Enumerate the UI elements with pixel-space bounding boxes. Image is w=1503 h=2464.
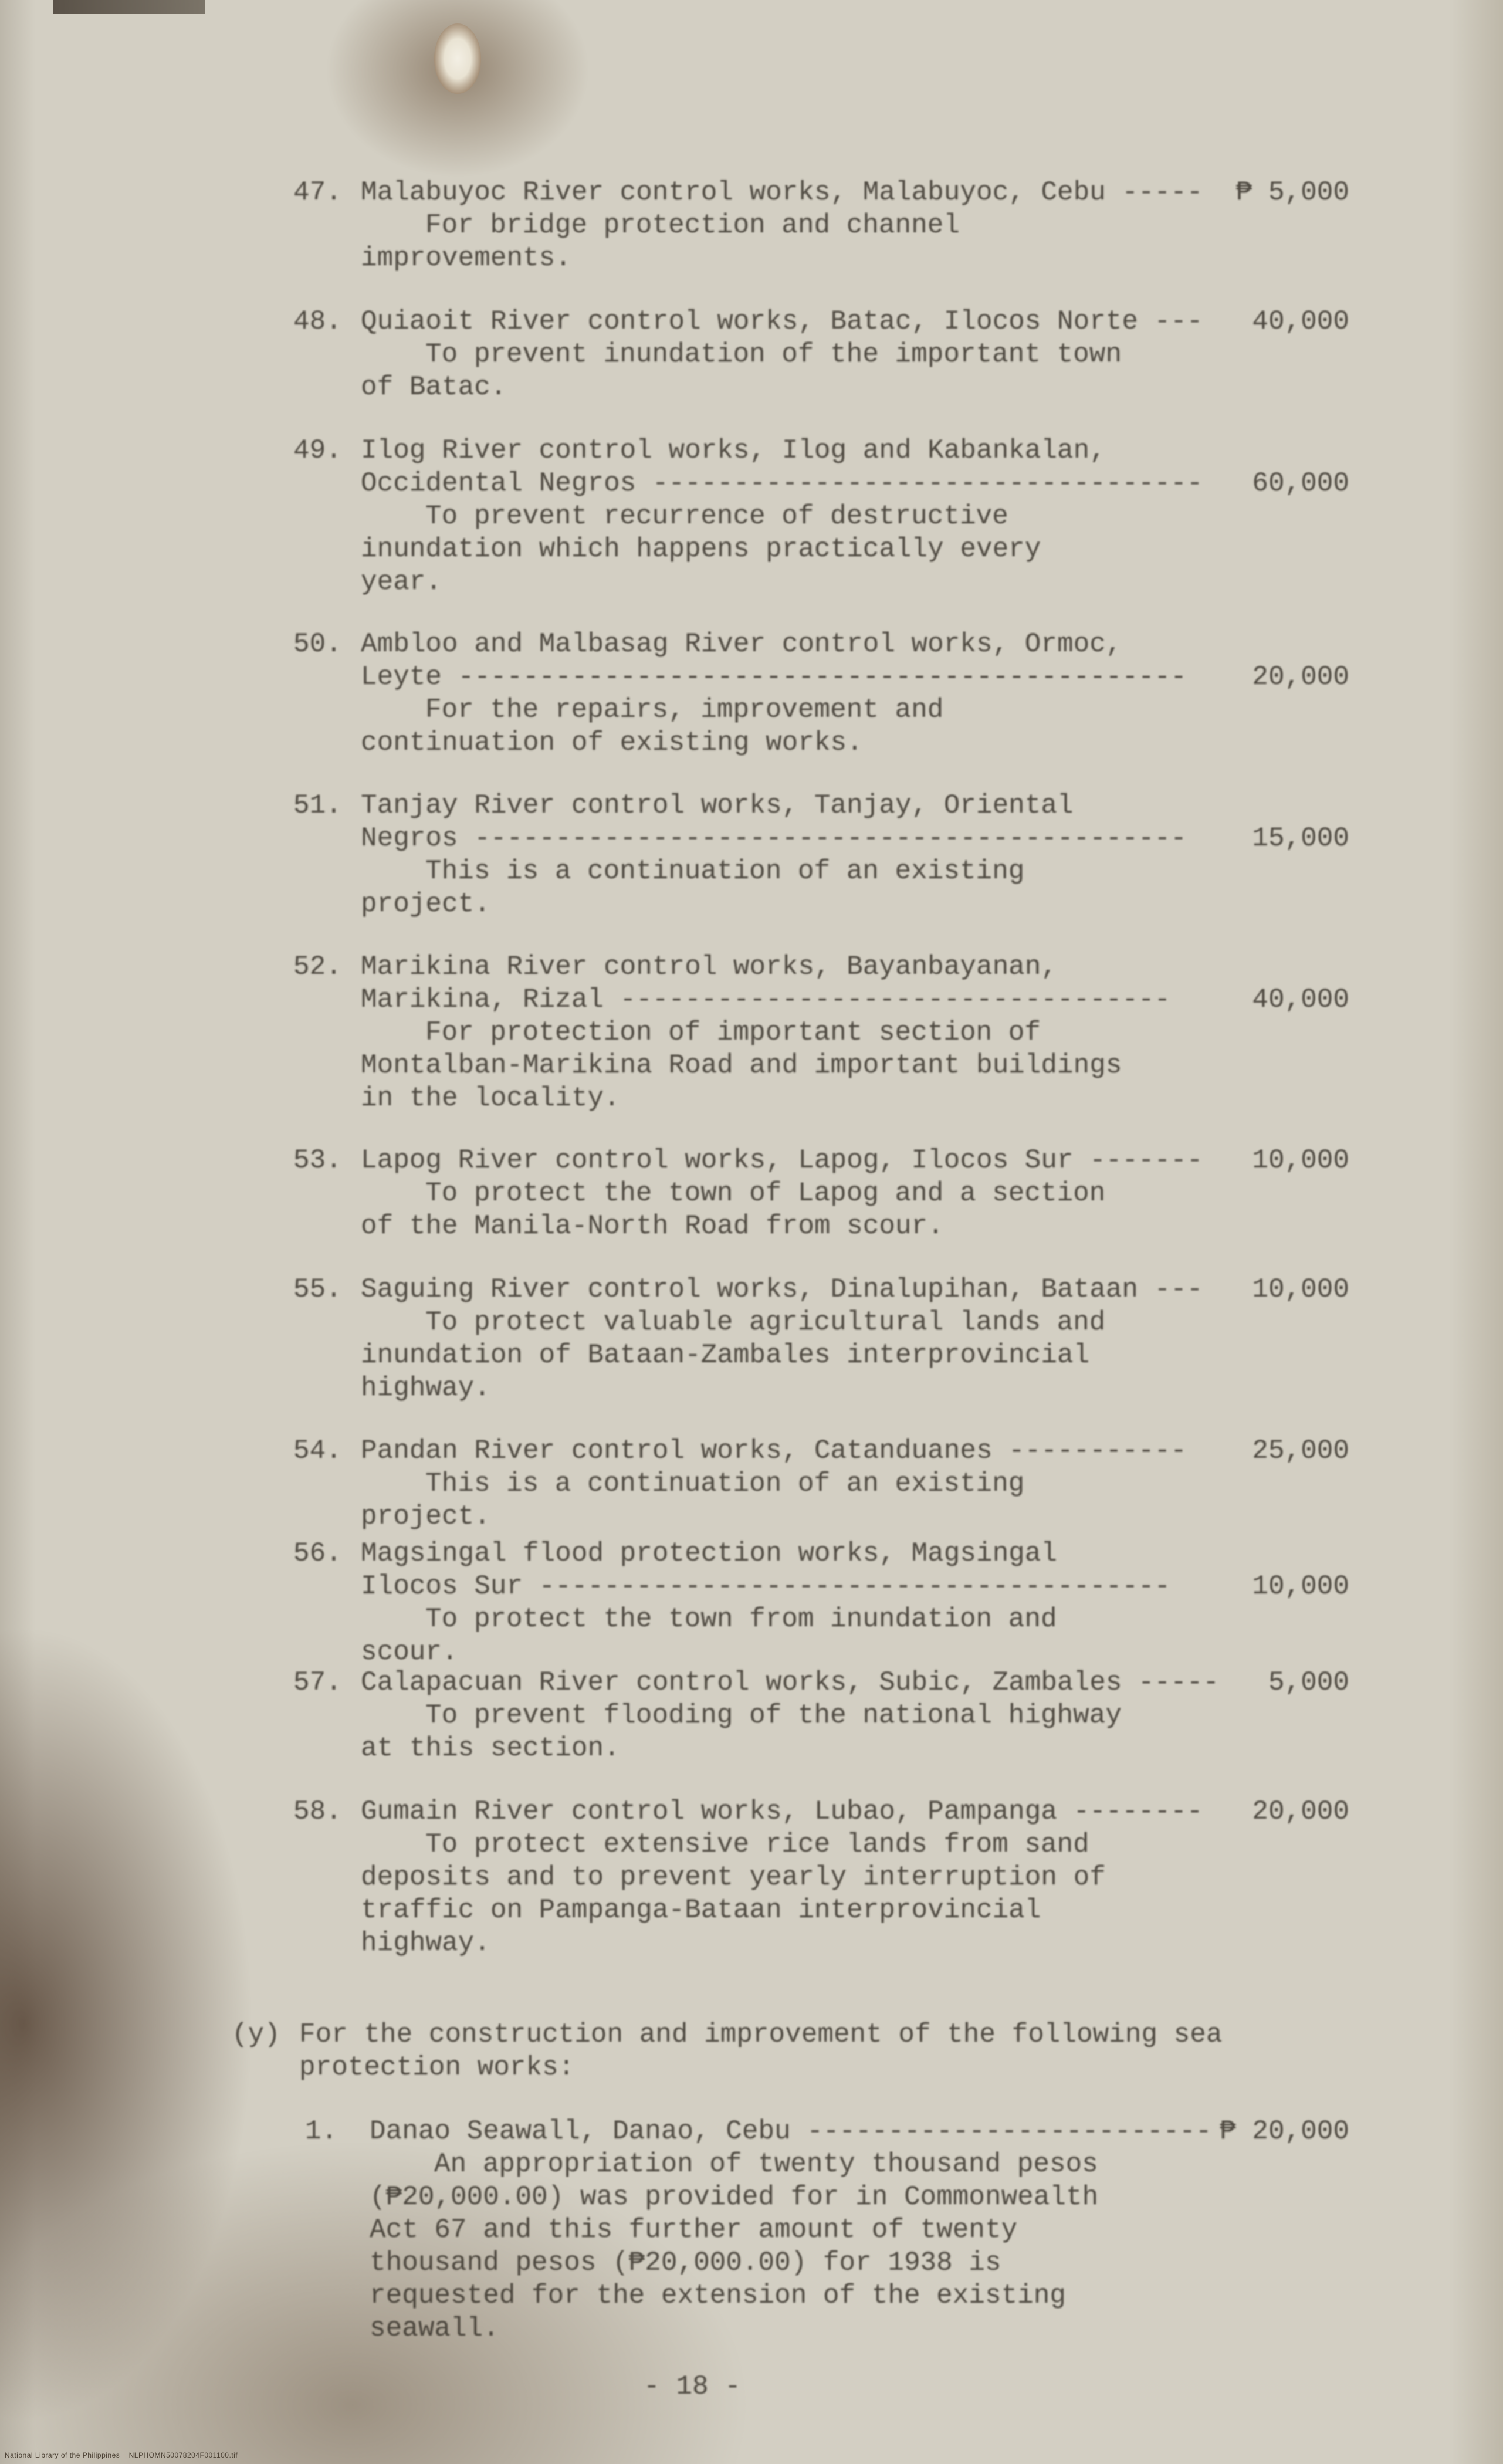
item-title: Marikina River control works, Bayanbayanan, Marikina, Rizal ---------------------------------- (361, 952, 1171, 1015)
item-description: To protect the town from inundation and scour. (361, 1604, 1057, 1667)
item-amount: 5,000 (1268, 1667, 1349, 1698)
item-number: 52. (293, 952, 342, 982)
item-number: 50. (293, 629, 342, 659)
item-number: 1. (305, 2116, 338, 2147)
item-description: To protect the town of Lapog and a section of the Manila-North Road from scour. (361, 1178, 1106, 1241)
item-title: Pandan River control works, Catanduanes ----------- (361, 1436, 1187, 1466)
item-amount: 15,000 (1252, 823, 1349, 854)
item-title: Danao Seawall, Danao, Cebu ------------------------- (370, 2116, 1212, 2147)
item-title: Malabuyoc River control works, Malabuyoc, Cebu ----- (361, 177, 1203, 208)
item-description: To protect extensive rice lands from sand deposits and to prevent yearly interruption of traffic on Pampanga-Bataan interprovincial highway. (361, 1829, 1106, 1958)
item-description: For bridge protection and channel improvements. (361, 210, 960, 273)
item-number: 57. (293, 1667, 342, 1698)
item-title: Ambloo and Malbasag River control works, Ormoc, Leyte --------------------------------------------- (361, 629, 1187, 692)
item-amount: ₱ 20,000 (1220, 2116, 1349, 2147)
page-number: - 18 - (644, 2371, 741, 2402)
item-title: Ilog River control works, Ilog and Kabankalan, Occidental Negros ---------------------------------- (361, 435, 1203, 499)
item-amount: 20,000 (1252, 662, 1349, 692)
item-description: To prevent recurrence of destructive inundation which happens practically every year. (361, 501, 1041, 597)
item-number: 53. (293, 1145, 342, 1176)
item-title: Gumain River control works, Lubao, Pampanga -------- (361, 1796, 1203, 1827)
item-amount: 20,000 (1252, 1796, 1349, 1827)
section-heading (232, 2018, 1335, 2084)
item-description: To prevent flooding of the national highway at this section. (361, 1700, 1122, 1764)
item-amount: 10,000 (1252, 1571, 1349, 1602)
item-description: For protection of important section of Montalban-Marikina Road and important buildings in the locality. (361, 1017, 1122, 1113)
item-title: Calapacuan River control works, Subic, Zambales ----- (361, 1667, 1220, 1698)
item-description: This is a continuation of an existing project. (361, 856, 1025, 919)
item-description: An appropriation of twenty thousand pesos (₱20,000.00) was provided for in Commonwealth Act 67 and this further amount of twenty thousand pesos (₱20,000.00) for 1938 is requested for the extension of the existing seawall. (370, 2149, 1099, 2344)
item-number: 58. (293, 1796, 342, 1827)
item-description: To protect valuable agricultural lands and inundation of Bataan-Zambales interprovincial highway. (361, 1307, 1106, 1403)
item-title: Lapog River control works, Lapog, Ilocos Sur ------- (361, 1145, 1203, 1176)
item-amount: 10,000 (1252, 1274, 1349, 1305)
item-description: For the repairs, improvement and continuation of existing works. (361, 695, 944, 758)
item-amount: 40,000 (1252, 306, 1349, 337)
section-label: (y) (232, 2019, 280, 2050)
item-amount: ₱ 5,000 (1235, 177, 1349, 208)
item-number: 54. (293, 1436, 342, 1466)
item-title: Tanjay River control works, Tanjay, Oriental Negros -------------------------------------------- (361, 790, 1187, 854)
item-number: 51. (293, 790, 342, 821)
item-number: 55. (293, 1274, 342, 1305)
item-description: This is a continuation of an existing project. (361, 1468, 1025, 1532)
item-amount: 40,000 (1252, 984, 1349, 1015)
item-number: 56. (293, 1538, 342, 1569)
item-amount: 25,000 (1252, 1436, 1349, 1466)
item-amount: 10,000 (1252, 1145, 1349, 1176)
section-text: For the construction and improvement of the following sea protection works: (299, 2019, 1223, 2083)
item-number: 47. (293, 177, 342, 208)
item-number: 49. (293, 435, 342, 466)
item-title: Saguing River control works, Dinalupihan, Bataan --- (361, 1274, 1203, 1305)
item-title: Magsingal flood protection works, Magsingal Ilocos Sur --------------------------------------- (361, 1538, 1171, 1602)
item-title: Quiaoit River control works, Batac, Ilocos Norte --- (361, 306, 1203, 337)
item-description: To prevent inundation of the important town of Batac. (361, 339, 1122, 402)
archive-credit: National Library of the Philippines NLPHOMN50078204F001100.tif (5, 2451, 238, 2459)
item-amount: 60,000 (1252, 468, 1349, 499)
item-number: 48. (293, 306, 342, 337)
